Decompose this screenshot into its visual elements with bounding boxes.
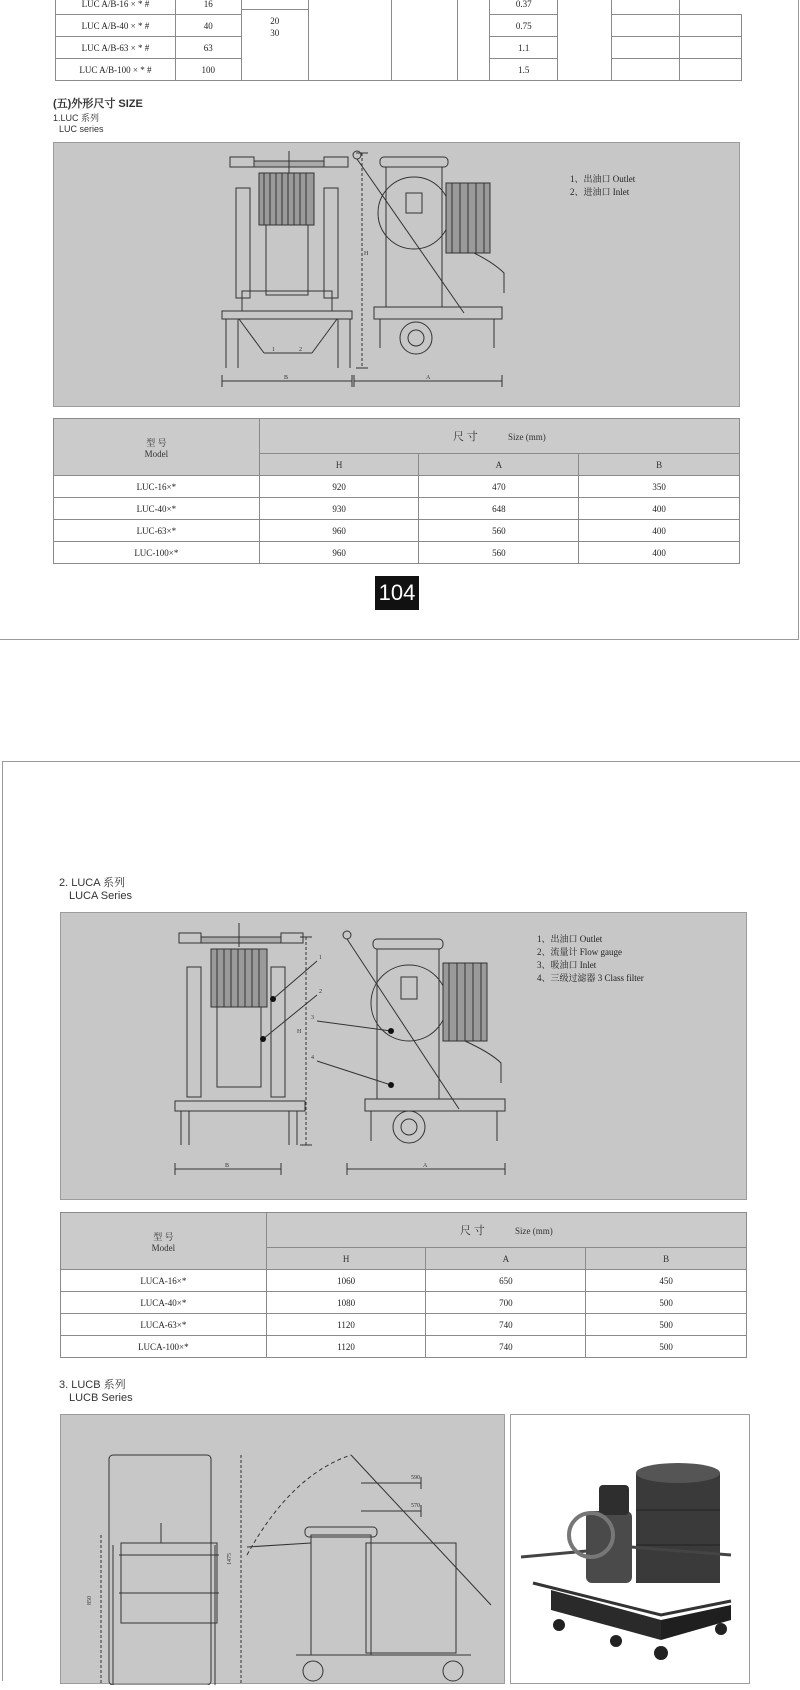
model-cell: LUC A/B-100 × * # xyxy=(56,59,176,81)
catalog-page-104 xyxy=(0,0,799,640)
legend-item-inlet: 2、进油口 Inlet xyxy=(570,187,630,197)
size-header-cn: 尺 寸 xyxy=(459,1225,485,1237)
model-cell: LUCA-40×* xyxy=(61,1292,267,1314)
callout-1: 1 xyxy=(272,347,275,353)
b-cell: 400 xyxy=(579,498,740,520)
power-cell: 0.75 xyxy=(490,15,558,37)
page-number: 104 xyxy=(375,576,419,610)
lucb-dimension-drawing xyxy=(60,1414,505,1684)
model-cell: LUC-63×* xyxy=(54,520,260,542)
h-cell: 960 xyxy=(259,542,419,564)
model-header xyxy=(54,419,260,476)
h-cell: 1120 xyxy=(266,1336,426,1358)
table-row xyxy=(56,0,742,15)
col-header-a: A xyxy=(426,1248,586,1270)
model-header-cn: 型 号 xyxy=(153,1231,174,1242)
h-cell: 930 xyxy=(259,498,419,520)
dim-label-590: 590 xyxy=(411,1475,420,1481)
flow-cell: 100 xyxy=(175,59,241,81)
flow-cell: 63 xyxy=(175,37,241,59)
dim-label-b: B xyxy=(225,1163,230,1169)
luca-size-table xyxy=(60,1212,747,1358)
luca-schematic-svg xyxy=(61,913,748,1201)
table-row xyxy=(61,1292,747,1314)
a-cell: 740 xyxy=(426,1336,586,1358)
model-cell: LUC-40×* xyxy=(54,498,260,520)
a-cell: 740 xyxy=(426,1314,586,1336)
model-cell: LUCA-16×* xyxy=(61,1270,267,1292)
size-header-en: Size (mm) xyxy=(514,1226,553,1236)
col-header-b: B xyxy=(586,1248,747,1270)
h-cell: 1060 xyxy=(266,1270,426,1292)
luca-series-subheading: LUCA Series xyxy=(69,890,132,902)
callout-1: 1 xyxy=(319,955,322,961)
table-row xyxy=(54,476,740,498)
luc-schematic-svg xyxy=(54,143,741,408)
model-cell: LUC A/B-40 × * # xyxy=(56,15,176,37)
h-cell: 1120 xyxy=(266,1314,426,1336)
value-cell: 20 xyxy=(270,16,280,26)
table-row xyxy=(61,1270,747,1292)
table-row xyxy=(54,498,740,520)
a-cell: 700 xyxy=(426,1292,586,1314)
b-cell: 400 xyxy=(579,520,740,542)
a-cell: 648 xyxy=(419,498,579,520)
b-cell: 400 xyxy=(579,542,740,564)
callout-3: 3 xyxy=(311,1015,314,1021)
size-header-en: Size (mm) xyxy=(507,432,546,442)
dim-label-570: 570 xyxy=(411,1503,420,1509)
lucb-product-photo xyxy=(510,1414,750,1684)
luc-series-subheading: LUC series xyxy=(59,124,104,134)
table-row xyxy=(54,520,740,542)
dim-label-h: H xyxy=(297,1029,302,1035)
h-cell: 920 xyxy=(259,476,419,498)
col-header-a: A xyxy=(419,454,579,476)
col-header-b: B xyxy=(579,454,740,476)
flow-cell: 40 xyxy=(175,15,241,37)
b-cell: 500 xyxy=(586,1314,747,1336)
model-cell: LUCA-63×* xyxy=(61,1314,267,1336)
a-cell: 650 xyxy=(426,1270,586,1292)
lucb-cart-illustration xyxy=(511,1415,751,1685)
a-cell: 560 xyxy=(419,520,579,542)
table-row xyxy=(61,1336,747,1358)
luca-series-heading: 2. LUCA 系列 xyxy=(59,877,126,889)
dim-label-1475: 1475 xyxy=(227,1553,233,1565)
luc-size-table xyxy=(53,418,740,564)
dim-label-b: B xyxy=(284,375,289,381)
legend-item-outlet: 1、出油口 Outlet xyxy=(570,174,636,184)
dim-label-a: A xyxy=(423,1163,428,1169)
col-header-h: H xyxy=(266,1248,426,1270)
b-cell: 500 xyxy=(586,1292,747,1314)
table-row xyxy=(54,542,740,564)
lucb-schematic-svg xyxy=(61,1415,506,1685)
section-heading-size: (五)外形尺寸 SIZE xyxy=(53,98,143,110)
power-cell: 1.1 xyxy=(490,37,558,59)
size-header-cn: 尺 寸 xyxy=(452,431,478,443)
a-cell: 560 xyxy=(419,542,579,564)
model-header-cn: 型 号 xyxy=(146,437,167,448)
dim-label-a: A xyxy=(426,375,431,381)
size-header xyxy=(259,419,739,454)
col-header-h: H xyxy=(259,454,419,476)
a-cell: 470 xyxy=(419,476,579,498)
lucb-series-heading: 3. LUCB 系列 xyxy=(59,1379,126,1391)
luc-series-heading: 1.LUC 系列 xyxy=(53,113,100,123)
b-cell: 500 xyxy=(586,1336,747,1358)
model-spec-table-continued xyxy=(55,0,742,81)
model-cell: LUC-16×* xyxy=(54,476,260,498)
model-cell: LUC A/B-63 × * # xyxy=(56,37,176,59)
h-cell: 960 xyxy=(259,520,419,542)
model-cell: LUC A/B-16 × * # xyxy=(56,0,176,15)
power-cell: 1.5 xyxy=(490,59,558,81)
legend-item-outlet: 1、出油口 Outlet xyxy=(537,934,603,944)
callout-4: 4 xyxy=(311,1055,314,1061)
callout-2: 2 xyxy=(319,989,322,995)
model-header xyxy=(61,1213,267,1270)
luca-legend xyxy=(537,933,644,985)
dim-label-850: 850 xyxy=(87,1596,93,1605)
model-cell: LUCA-100×* xyxy=(61,1336,267,1358)
b-cell: 350 xyxy=(579,476,740,498)
luca-dimension-drawing xyxy=(60,912,747,1200)
luc-dimension-drawing xyxy=(53,142,740,407)
legend-item-filter: 4、三级过滤器 3 Class filter xyxy=(537,973,644,983)
value-cell: 30 xyxy=(270,28,280,38)
lucb-series-subheading: LUCB Series xyxy=(69,1392,133,1404)
power-cell: 0.37 xyxy=(490,0,558,15)
catalog-page-next xyxy=(2,761,800,1681)
dim-label-h: H xyxy=(364,251,369,257)
flow-cell: 16 xyxy=(175,0,241,15)
b-cell: 450 xyxy=(586,1270,747,1292)
legend-item-inlet: 3、吸油口 Inlet xyxy=(537,960,597,970)
model-header-en: Model xyxy=(144,448,169,459)
table-row xyxy=(61,1314,747,1336)
luc-legend xyxy=(570,173,635,199)
legend-item-flow-gauge: 2、流量计 Flow gauge xyxy=(537,947,622,957)
callout-2: 2 xyxy=(299,347,302,353)
model-cell: LUC-100×* xyxy=(54,542,260,564)
h-cell: 1080 xyxy=(266,1292,426,1314)
model-header-en: Model xyxy=(151,1242,176,1253)
size-header xyxy=(266,1213,746,1248)
